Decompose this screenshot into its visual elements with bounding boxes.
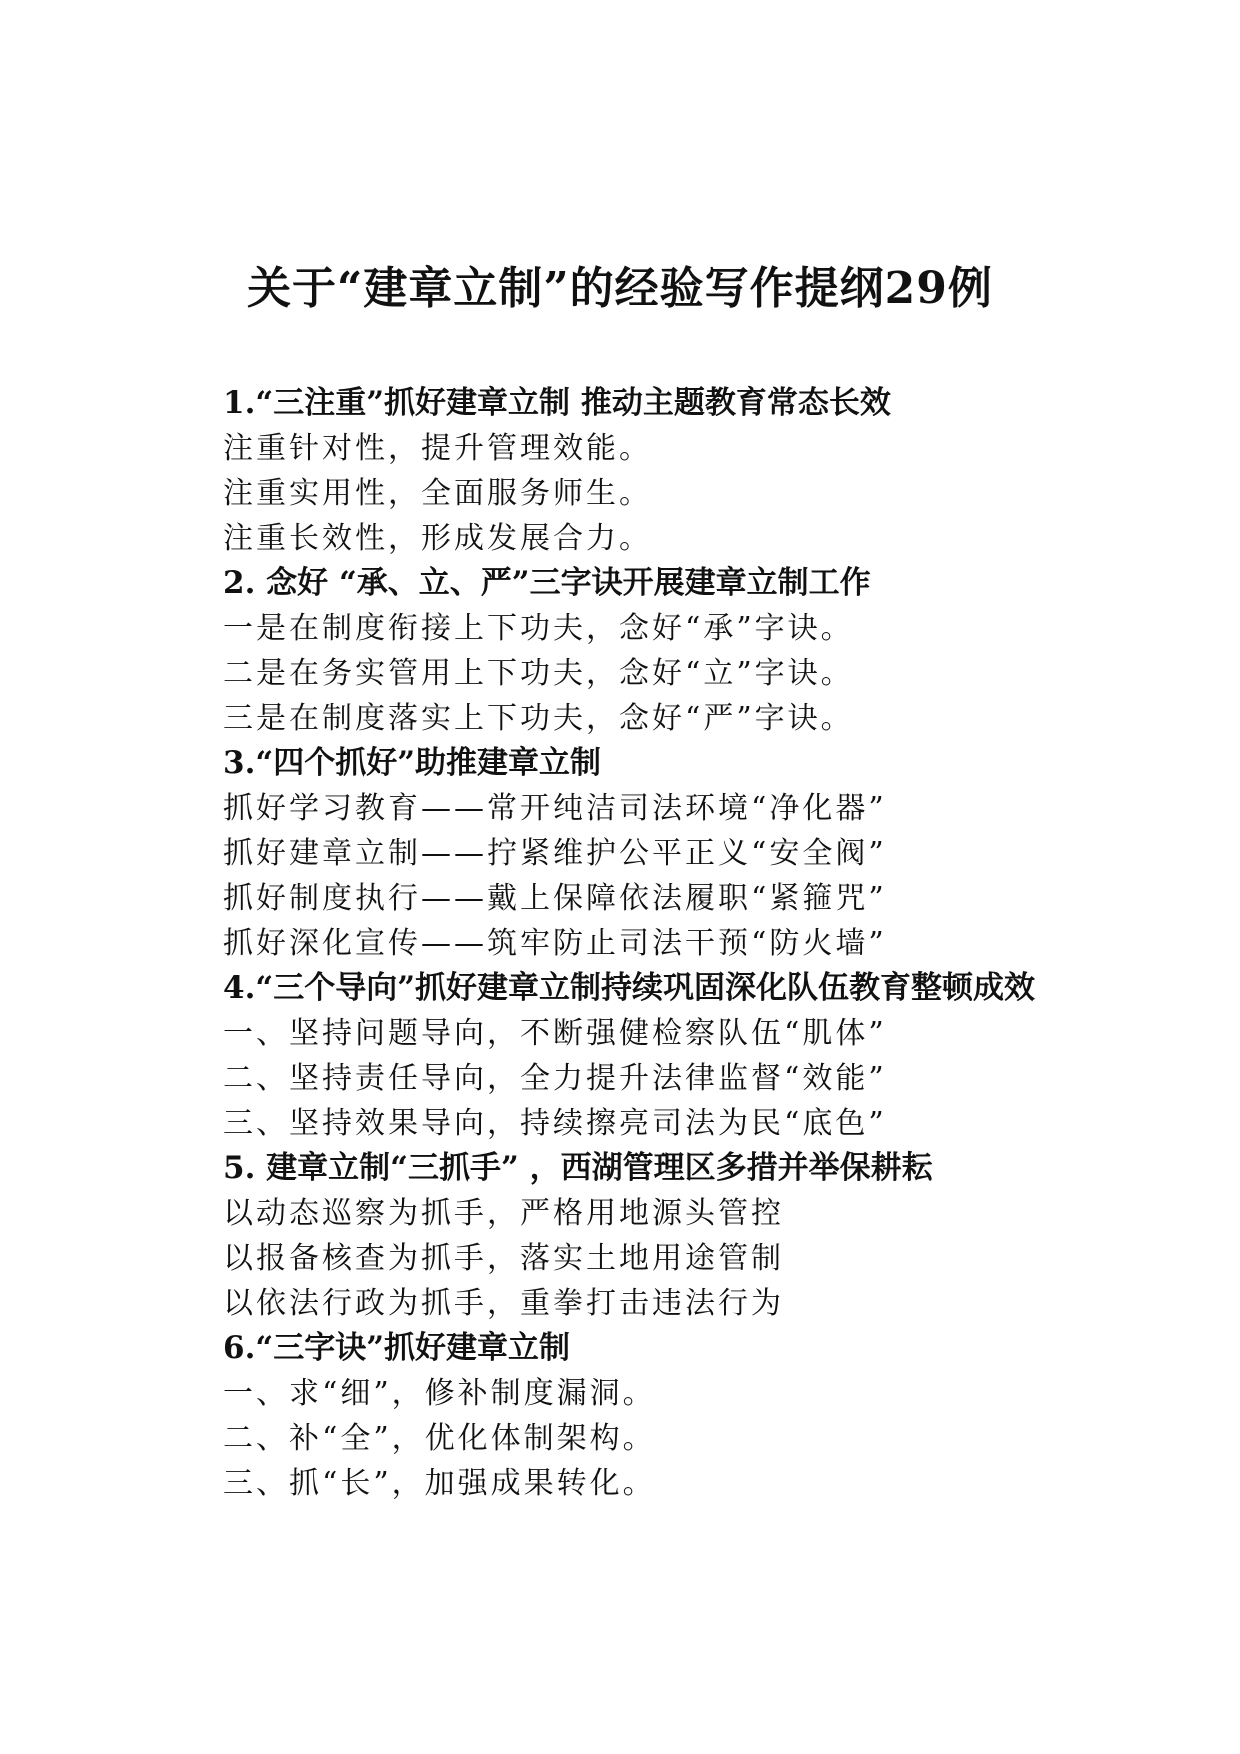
list-item: 以报备核查为抓手，落实土地用途管制 [223,1241,784,1276]
list-item: 一是在制度衔接上下功夫，念好“承”字诀。 [223,611,854,646]
list-item: 一、求“细”，修补制度漏洞。 [223,1376,656,1411]
section-heading: 2. 念好 “承、立、严”三字诀开展建章立制工作 [223,565,871,601]
section-5 [155,1146,1095,1326]
section-heading: 1.“三注重”抓好建章立制 推动主题教育常态长效 [223,385,891,421]
section-3 [155,741,1095,966]
list-item: 二、补“全”，优化体制架构。 [223,1421,656,1456]
list-item: 抓好深化宣传——筑牢防止司法干预“防火墙” [223,926,887,961]
list-item: 注重长效性，形成发展合力。 [223,521,652,556]
section-heading: 3.“四个抓好”助推建章立制 [223,745,602,781]
section-heading: 6.“三字诀”抓好建章立制 [223,1330,571,1366]
section-4 [155,958,1095,1146]
outline-body [155,381,1095,1506]
section-heading: 5. 建章立制“三抓手” ，西湖管理区多措并举保耕耘 [223,1150,933,1186]
list-item: 注重实用性，全面服务师生。 [223,476,652,511]
section-1 [155,381,1095,561]
list-item: 二是在务实管用上下功夫，念好“立”字诀。 [223,656,854,691]
list-item: 抓好学习教育——常开纯洁司法环境“净化器” [223,791,887,826]
list-item: 二、坚持责任导向，全力提升法律监督“效能” [223,1061,887,1096]
section-heading: 4.“三个导向”抓好建章立制持续巩固深化队伍教育整顿成效 [223,970,1036,1006]
list-item: 一、坚持问题导向，不断强健检察队伍“肌体” [223,1016,887,1051]
list-item: 三是在制度落实上下功夫，念好“严”字诀。 [223,701,854,736]
list-item: 三、坚持效果导向，持续擦亮司法为民“底色” [223,1106,887,1141]
document-title: 关于“建章立制”的经验写作提纲29例 [247,263,993,314]
list-item: 注重针对性，提升管理效能。 [223,431,652,466]
list-item: 三、抓“长”，加强成果转化。 [223,1466,656,1501]
list-item: 抓好制度执行——戴上保障依法履职“紧箍咒” [223,881,887,916]
list-item: 以动态巡察为抓手，严格用地源头管控 [223,1196,784,1231]
section-2 [155,561,1095,741]
section-6 [155,1326,1095,1506]
list-item: 抓好建章立制——拧紧维护公平正义“安全阀” [223,836,887,871]
list-item: 以依法行政为抓手，重拳打击违法行为 [223,1286,784,1321]
